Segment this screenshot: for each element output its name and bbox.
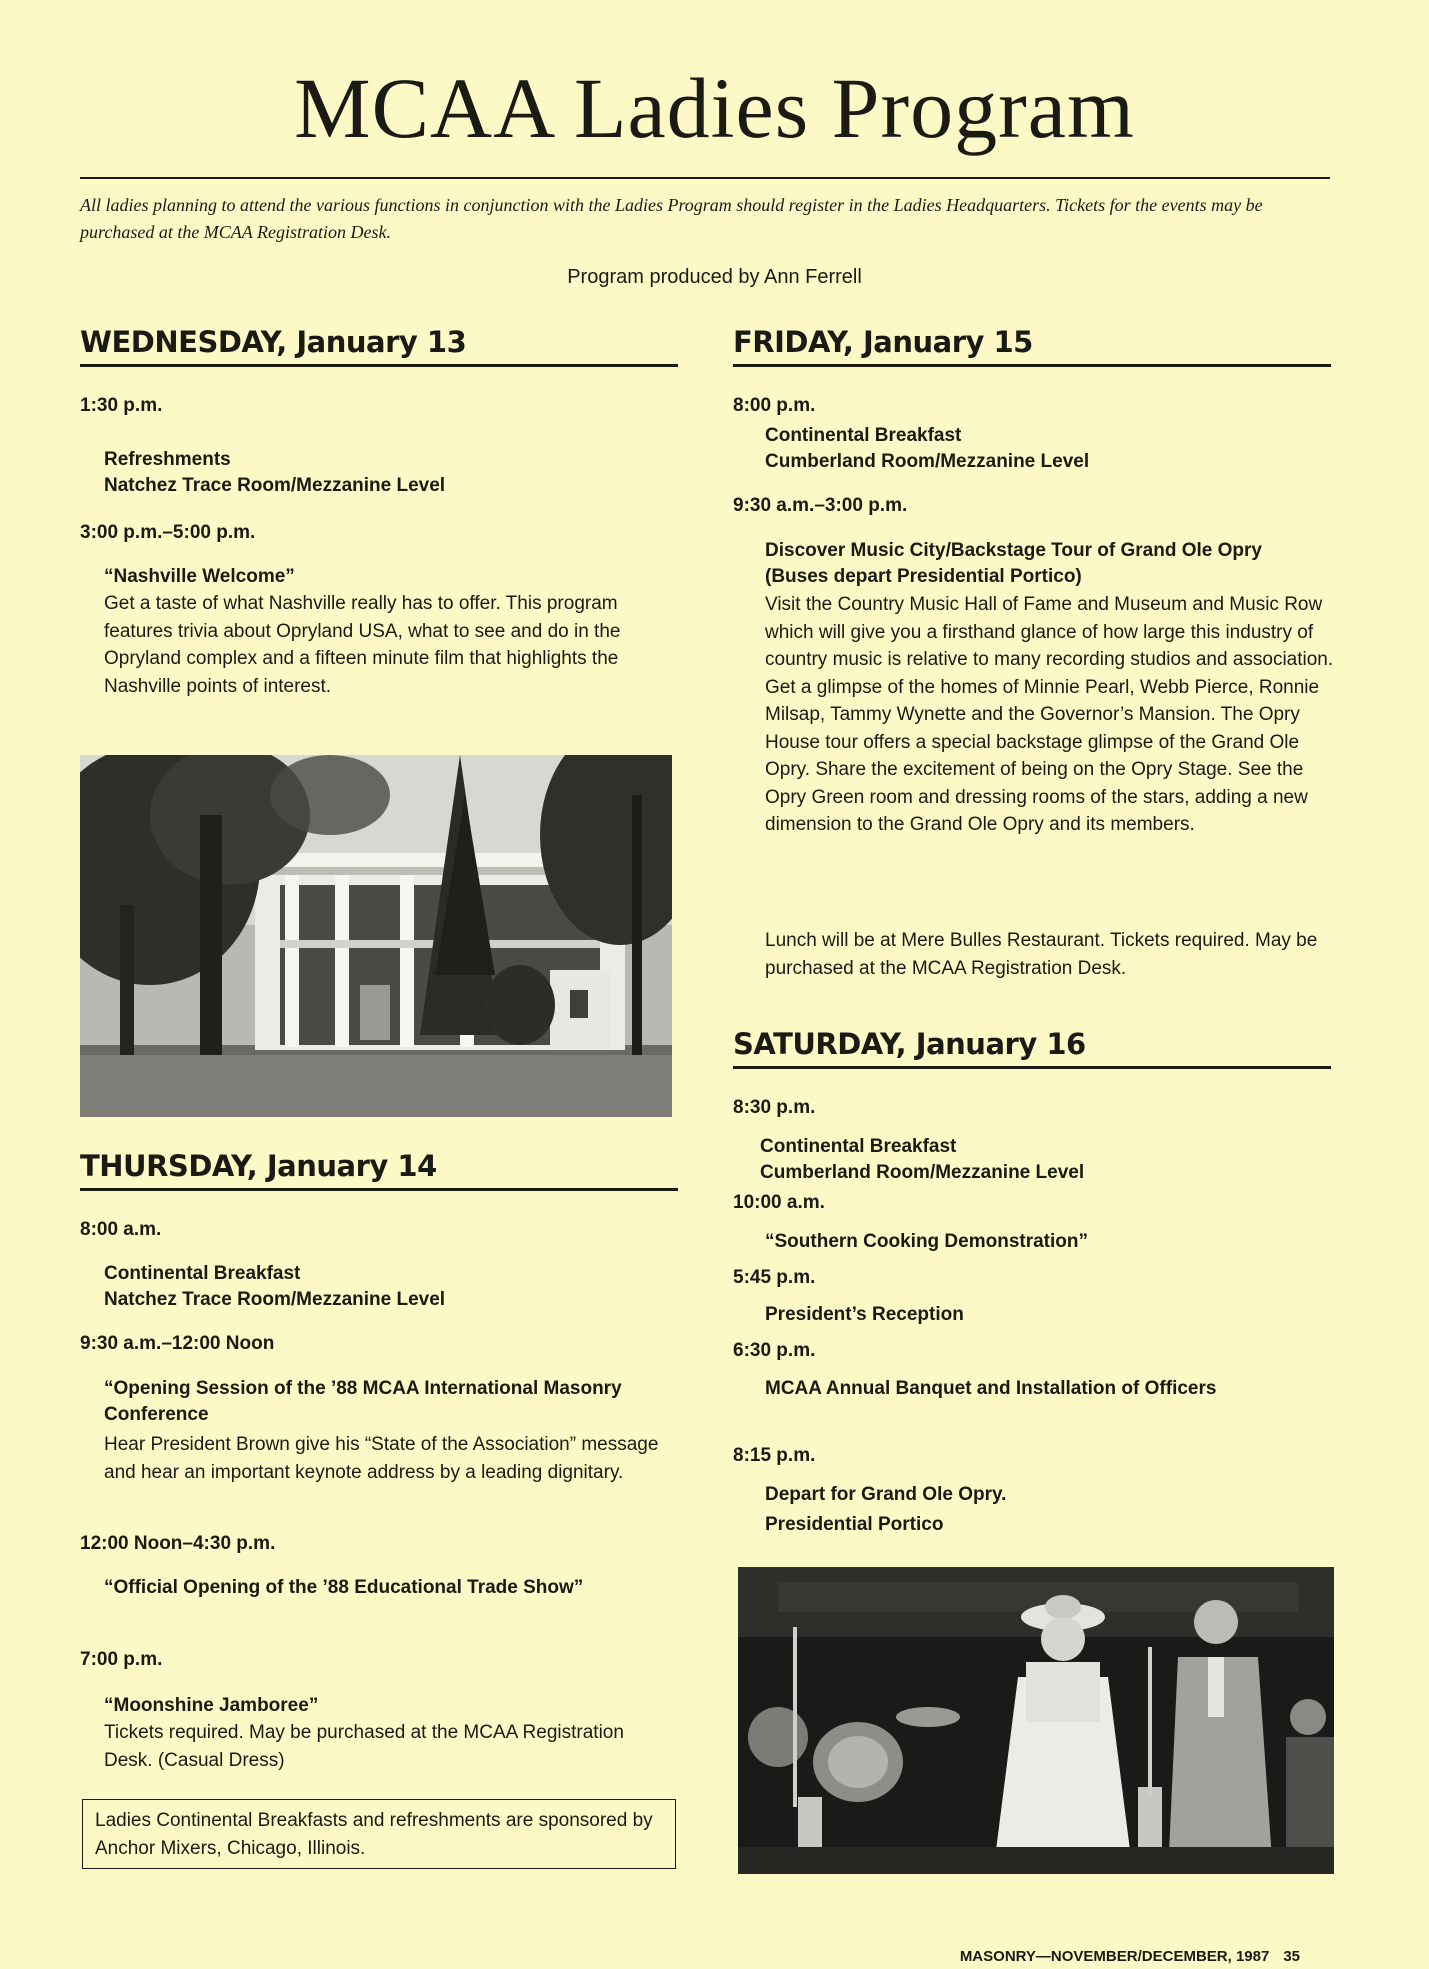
thursday-heading: THURSDAY, January 14 (80, 1149, 437, 1183)
sponsor-note: Ladies Continental Breakfasts and refreshments are sponsored by Anchor Mixers, Chicago, Illinois. (82, 1799, 676, 1869)
page-footer (880, 1948, 1300, 1965)
friday-lunch-note: Lunch will be at Mere Bulles Restaurant. Tickets required. May be purchased at the MCAA Registration Desk. (765, 930, 1318, 979)
saturday-section (733, 1026, 1331, 1069)
saturday-event-5-title: Depart for Grand Ole Opry. (765, 1484, 1007, 1505)
wednesday-time-1: 1:30 p.m. (80, 395, 163, 416)
friday-event-1-title: Continental Breakfast (765, 425, 962, 446)
wednesday-event-1-title: Refreshments (104, 449, 231, 470)
thursday-event-1-title: Continental Breakfast (104, 1263, 301, 1284)
wednesday-heading: WEDNESDAY, January 13 (80, 325, 467, 359)
thursday-section (80, 1148, 678, 1191)
saturday-time-4: 6:30 p.m. (733, 1340, 816, 1361)
footer-publication: MASONRY—NOVEMBER/DECEMBER, 1987 (959, 1948, 1270, 1965)
thursday-time-1: 8:00 a.m. (80, 1219, 162, 1240)
wednesday-rule (80, 364, 678, 367)
friday-heading: FRIDAY, January 15 (733, 325, 1033, 359)
wednesday-event-1-location: Natchez Trace Room/Mezzanine Level (104, 475, 446, 496)
saturday-time-2: 10:00 a.m. (733, 1192, 825, 1213)
saturday-event-4-title: MCAA Annual Banquet and Installation of Officers (765, 1378, 1217, 1399)
saturday-rule (733, 1066, 1331, 1069)
friday-time-2: 9:30 a.m.–3:00 p.m. (733, 495, 908, 516)
page-number: 35 (1283, 1948, 1300, 1965)
saturday-event-3-title: President’s Reception (765, 1304, 964, 1325)
friday-rule (733, 364, 1331, 367)
thursday-time-3: 12:00 Noon–4:30 p.m. (80, 1533, 276, 1554)
saturday-event-1-location: Cumberland Room/Mezzanine Level (760, 1162, 1085, 1183)
thursday-event-4-description: Tickets required. May be purchased at the MCAA Registration Desk. (Casual Dress) (104, 1722, 624, 1771)
opry-stage-photo (738, 1567, 1334, 1874)
title-divider (80, 177, 1330, 179)
saturday-heading: SATURDAY, January 16 (733, 1027, 1086, 1061)
mansion-photo (80, 755, 672, 1117)
intro-paragraph: All ladies planning to attend the various functions in conjunction with the Ladies Program should register in the Ladies Headquarters. Tickets for the events may be purchased at the MCAA Registration Desk. (80, 195, 1263, 242)
thursday-rule (80, 1188, 678, 1191)
thursday-event-4-title: “Moonshine Jamboree” (104, 1695, 319, 1716)
wednesday-time-2: 3:00 p.m.–5:00 p.m. (80, 522, 256, 543)
saturday-time-1: 8:30 p.m. (733, 1097, 816, 1118)
thursday-event-2-title: “Opening Session of the ’88 MCAA International Masonry Conference (104, 1378, 622, 1425)
saturday-time-3: 5:45 p.m. (733, 1267, 816, 1288)
friday-event-2-description: Visit the Country Music Hall of Fame and Museum and Music Row which will give you a firsthand glance of how large this industry of country music is relative to many recording studios and association. Get a glimpse of the homes of Minnie Pearl, Webb Pierce, Ronnie Milsap, Tammy Wynette and the Governor’s Mansion. The Opry House tour offers a special backstage glimpse of the Grand Ole Opry. Share the excitement of being on the Opry Stage. See the Opry Green room and dressing rooms of the stars, adding a new dimension to the Grand Ole Opry and its members. (765, 594, 1334, 835)
friday-event-1-location: Cumberland Room/Mezzanine Level (765, 451, 1090, 472)
producer-credit: Program produced by Ann Ferrell (567, 266, 862, 288)
page-title: MCAA Ladies Program (294, 60, 1135, 156)
saturday-event-2-title: “Southern Cooking Demonstration” (765, 1231, 1088, 1252)
saturday-event-1-title: Continental Breakfast (760, 1136, 957, 1157)
friday-event-2-title: Discover Music City/Backstage Tour of Grand Ole Opry (Buses depart Presidential Portico) (765, 540, 1262, 587)
friday-section (733, 324, 1331, 367)
thursday-time-4: 7:00 p.m. (80, 1649, 163, 1670)
thursday-event-1-location: Natchez Trace Room/Mezzanine Level (104, 1289, 446, 1310)
saturday-time-5: 8:15 p.m. (733, 1445, 816, 1466)
saturday-event-5-location: Presidential Portico (765, 1514, 944, 1535)
friday-time-1: 8:00 p.m. (733, 395, 816, 416)
thursday-event-2-description: Hear President Brown give his “State of the Association” message and hear an important keynote address by a leading dignitary. (104, 1434, 659, 1483)
thursday-event-3-title: “Official Opening of the ’88 Educational Trade Show” (104, 1577, 584, 1598)
wednesday-section (80, 324, 678, 367)
wednesday-event-2-title: “Nashville Welcome” (104, 566, 295, 587)
wednesday-event-2-description: Get a taste of what Nashville really has to offer. This program features trivia about Opryland USA, what to see and do in the Opryland complex and a fifteen minute film that highlights the Nashville points of interest. (104, 593, 621, 697)
thursday-time-2: 9:30 a.m.–12:00 Noon (80, 1333, 275, 1354)
